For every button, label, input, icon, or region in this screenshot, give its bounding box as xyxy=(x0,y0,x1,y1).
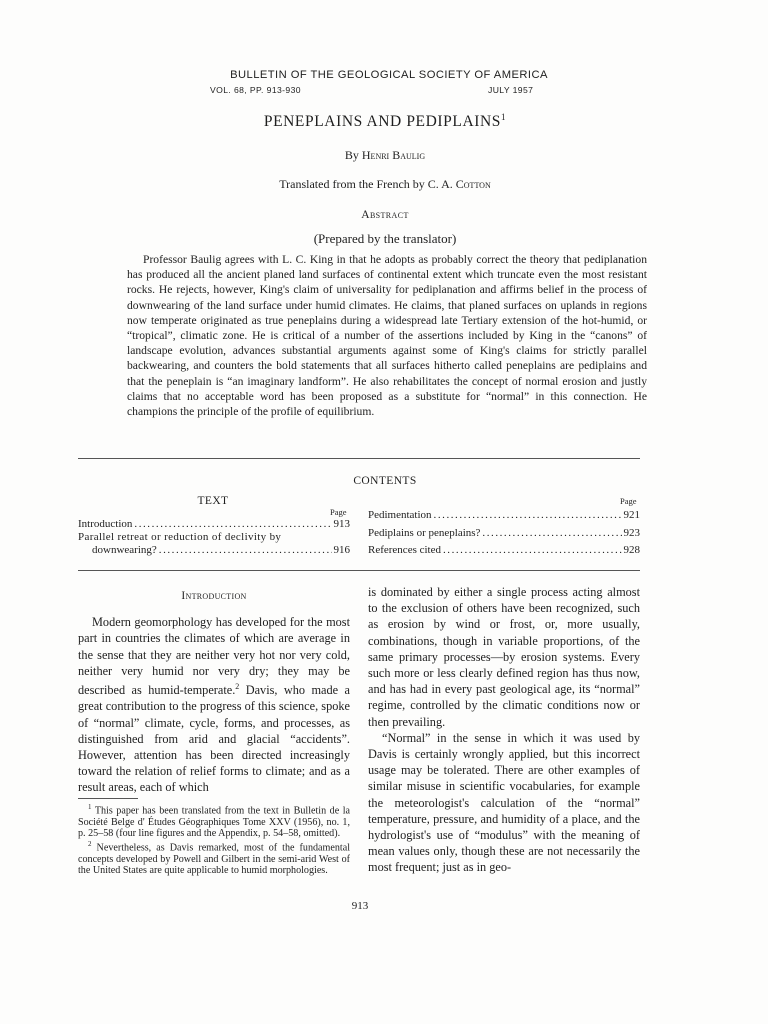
body-paragraph xyxy=(78,614,350,795)
contents-page-label-right: Page xyxy=(620,496,637,506)
volume-info: VOL. 68, PP. 913-930 xyxy=(210,85,301,95)
body-text: Davis, who made a great contribution to the progress of this science, spoke of “normal” climate, cycle, forms, and processes, as distinguished from arid and glacial “accidents”. However, attention has been directed increasingly toward the relation of relief forms to climate; and as a result areas, each of which xyxy=(78,683,351,795)
translator-prefix: Translated from the French by xyxy=(279,177,425,191)
divider-top xyxy=(78,458,640,459)
footnote-number: 2 xyxy=(88,839,92,848)
footnote-text: This paper has been translated from the text in Bulletin de la Société Belge d' Études Géographiques Tome XXV (1956), no. 1, p. 25–58 (four line figures and the Appendix, p. 54–58, omitted). xyxy=(78,805,350,839)
toc-entry-label: Pedimentation xyxy=(368,509,432,521)
page-number: 913 xyxy=(351,900,369,912)
toc-entry-pediplains[interactable] xyxy=(368,525,640,543)
contents-page-label-left: Page xyxy=(330,507,347,517)
toc-entry-page: 913 xyxy=(333,518,350,530)
contents-left-list xyxy=(78,518,350,557)
author-line xyxy=(170,148,600,163)
body-text: Modern geomorphology has developed for the most part in countries the climates of which are average in the sense that they are neither very hot nor very cold, neither very humid nor very dry; they may be described as humid-temperate. xyxy=(78,615,350,698)
body-paragraph: is dominated by either a single process acting almost to the exclusion of others have been recognized, such as erosion by wind or frost, or, more usually, combinations, though in variable proportions, of the same primary processes—by erosion systems. Every such more or less clearly defined region has thus now, and has had in every past geological age, its “normal” regime, controlled by the climatic conditions now or then prevailing. xyxy=(368,585,640,729)
footnote-1 xyxy=(78,802,350,839)
title-footnote-marker[interactable]: 1 xyxy=(501,112,507,122)
toc-entry-label: Pediplains or peneplains? xyxy=(368,526,481,539)
toc-entry-parallel-retreat[interactable] xyxy=(78,531,350,544)
footnote-2 xyxy=(78,839,350,876)
author-name: Henri Baulig xyxy=(361,148,426,162)
toc-entry-page: 928 xyxy=(623,544,640,556)
toc-leader xyxy=(443,542,622,560)
toc-entry-label: References cited xyxy=(368,544,441,556)
abstract-subheading: (Prepared by the translator) xyxy=(313,231,457,246)
toc-entry-parallel-retreat-cont[interactable] xyxy=(78,544,350,557)
journal-name: BULLETIN OF THE GEOLOGICAL SOCIETY OF AMERICA xyxy=(230,69,548,81)
toc-entry-page: 921 xyxy=(623,509,640,521)
footnote-marker[interactable]: 2 xyxy=(235,682,240,692)
body-paragraph: “Normal” in the sense in which it was used by Davis is certainly wrongly applied, but this incorrect usage may be tolerated. There are other examples of similar misuse in scientific vocabularies, for example the meteorologist's calculation of the “normal” temperature, pressure, and humidity of a place, and the hydrologist's use of “modulus” with the meaning of mean values only, though these are not necessarily the most frequent; just as in geo- xyxy=(368,730,640,875)
toc-entry-page: 916 xyxy=(333,544,350,556)
article-title xyxy=(170,112,600,131)
abstract-heading: Abstract xyxy=(361,209,409,221)
issue-date: JULY 1957 xyxy=(488,85,534,95)
divider-bottom xyxy=(78,570,640,571)
toc-entry-introduction[interactable] xyxy=(78,518,350,531)
article-title-text: PENEPLAINS AND PEDIPLAINS xyxy=(263,113,502,131)
abstract-text: Professor Baulig agrees with L. C. King in that he adopts as probably correct the theory that pediplanation has produced all the ancient planed land surfaces of continental extent which truncate even the most resistant rocks. He rejects, however, King's claim of universality for pediplanation and affirms belief in the process of downwearing of the land surface under humid climates. He claims, that planed surfaces on uplands in regions now temperate originated as true peneplains during a widespread late Tertiary extension of the hot-humid, or “tropical”, climatic zone. He is critical of a number of the assertions included by King in the “canons” of landscape evolution, advances substantial arguments against some of King's claims for strictly parallel backwearing, and counters the bold statements that all surfaces hitherto called peneplains are pediplains and that the peneplain is “an imaginary landform”. He also rehabilitates the concept of normal erosion and justly claims that no acceptable word has been proposed as a substitute for “normal” in this connection. He champions the principle of the profile of equilibrium. xyxy=(127,253,647,419)
body-column-right xyxy=(368,584,640,876)
toc-entry-label: Parallel retreat or reduction of declivity by xyxy=(78,531,282,543)
toc-entry-references[interactable] xyxy=(368,542,640,560)
contents-text-heading: TEXT xyxy=(197,495,229,507)
translator-name: C. A. Cotton xyxy=(427,177,491,191)
toc-entry-label: Introduction xyxy=(78,518,133,530)
footnote-number: 1 xyxy=(88,803,92,811)
contents-right-list xyxy=(368,507,640,560)
footnotes xyxy=(78,802,350,876)
toc-entry-page: 923 xyxy=(623,526,640,539)
toc-leader xyxy=(434,507,622,525)
translator-line xyxy=(150,177,620,192)
toc-entry-label: downwearing? xyxy=(92,544,157,556)
toc-leader xyxy=(482,525,621,543)
contents-title: CONTENTS xyxy=(353,475,417,487)
toc-leader xyxy=(134,518,331,531)
toc-entry-pedimentation[interactable] xyxy=(368,507,640,525)
footnote-rule xyxy=(78,798,138,799)
footnote-text: Nevertheless, as Davis remarked, most of the fundamental concepts developed by Powell and Gilbert in the semi-arid West of the United States are quite applicable to humid morphologies. xyxy=(78,842,350,876)
author-prefix: By xyxy=(344,148,359,162)
toc-leader xyxy=(159,544,332,557)
section-heading-introduction: Introduction xyxy=(181,590,247,602)
body-column-left xyxy=(78,588,350,796)
